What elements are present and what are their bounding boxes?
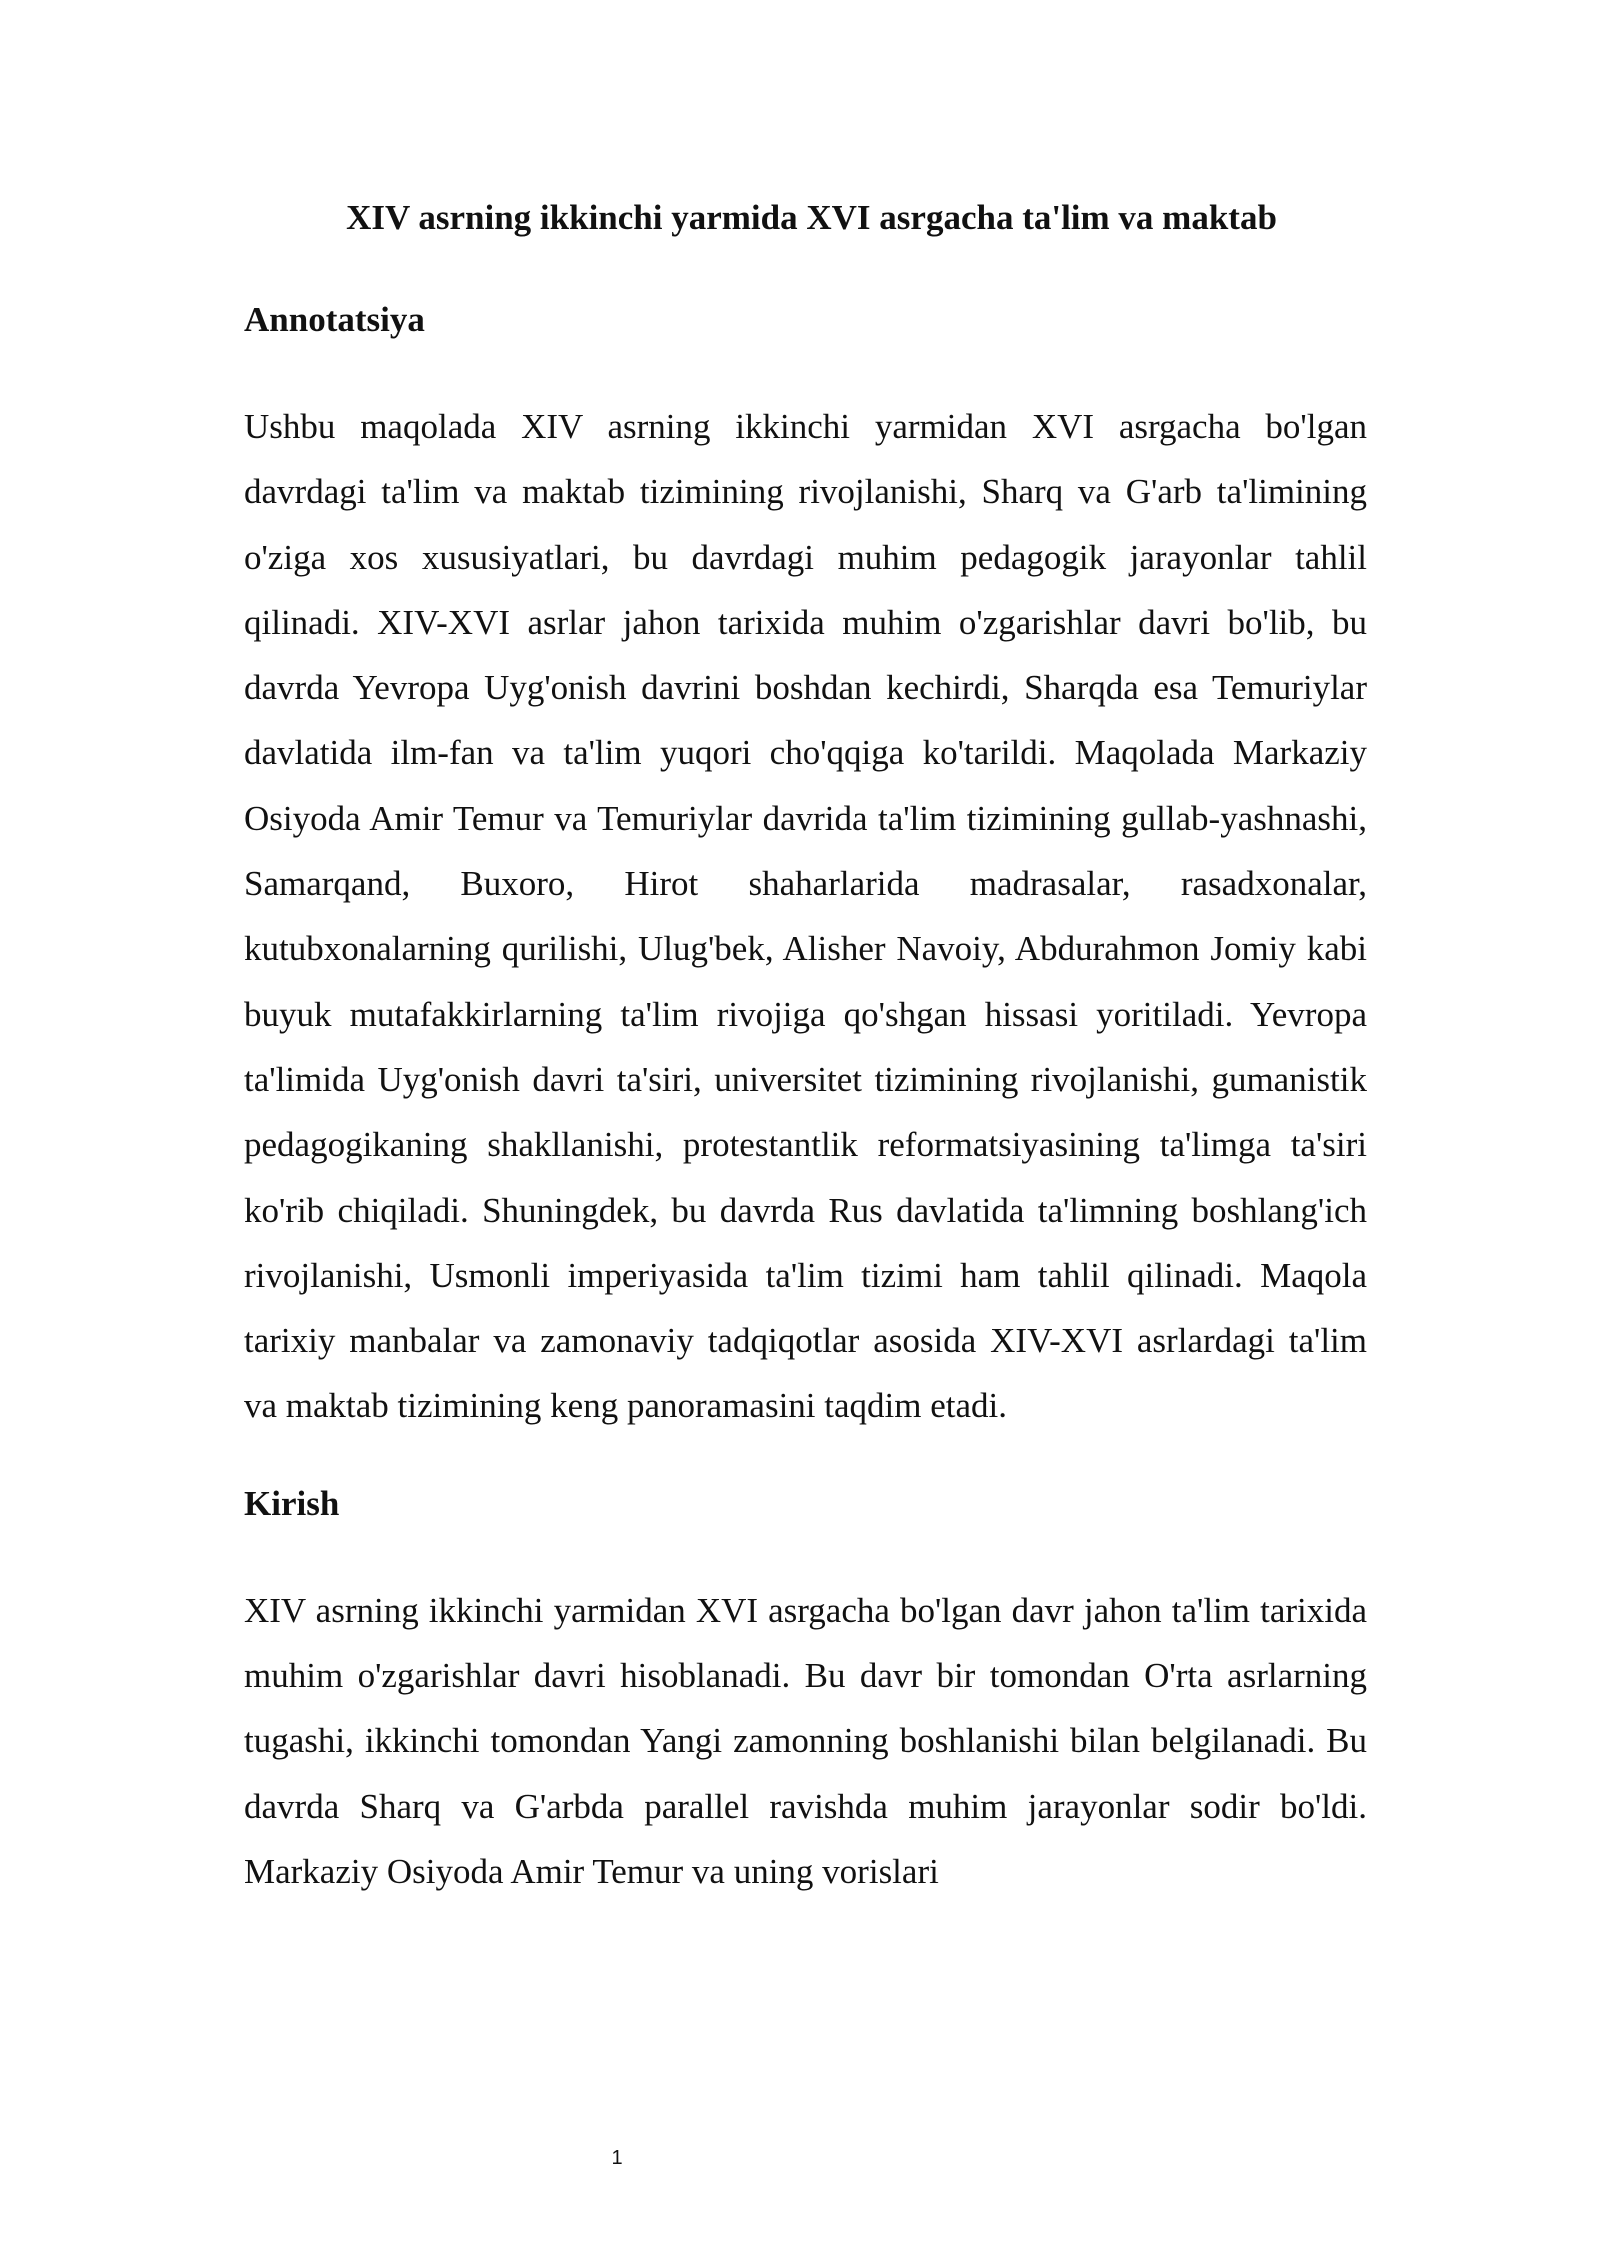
section-heading-annotatsiya: Annotatsiya bbox=[244, 300, 425, 339]
section-introduction bbox=[244, 1476, 1367, 1904]
section-heading-kirish: Kirish bbox=[244, 1483, 340, 1523]
annotation-paragraph: Ushbu maqolada XIV asrning ikkinchi yarmidan XVI asrgacha bo'lgan davrdagi ta'lim va maktab tizimining rivojlanishi, Sharq va G'arb ta'limining o'ziga xos xususiyatlari, bu davrdagi muhim pedagogik jarayonlar tahlil qilinadi. XIV-XVI asrlar jahon tarixida muhim o'zgarishlar davri bo'lib, bu davrda Yevropa Uyg'onish davrini boshdan kechirdi, Sharqda esa Temuriylar davlatida ilm-fan va ta'lim yuqori cho'qqiga ko'tarildi. Maqolada Markaziy Osiyoda Amir Temur va Temuriylar davrida ta'lim tizimining gullab-yashnashi, Samarqand, Buxoro, Hirot shaharlarida madrasalar, rasadxonalar, kutubxonalarning qurilishi, Ulug'bek, Alisher Navoiy, Abdurahmon Jomiy kabi buyuk mutafakkirlarning ta'lim rivojiga qo'shgan hissasi yoritiladi. Yevropa ta'limida Uyg'onish davri ta'siri, universitet tizimining rivojlanishi, gumanistik pedagogikaning shakllanishi, protestantlik reformatsiyasining ta'limga ta'siri ko'rib chiqiladi. Shuningdek, bu davrda Rus davlatida ta'limning boshlang'ich rivojlanishi, Usmonli imperiyasida ta'lim tizimi ham tahlil qilinadi. Maqola tarixiy manbalar va zamonaviy tadqiqotlar asosida XIV-XVI asrlardagi ta'lim va maktab tizimining keng panoramasini taqdim etadi. bbox=[244, 407, 1367, 1426]
section-annotation bbox=[244, 292, 1367, 1439]
introduction-paragraph: XIV asrning ikkinchi yarmidan XVI asrgacha bo'lgan davr jahon ta'lim tarixida muhim o'zgarishlar davri hisoblanadi. Bu davr bir tomondan O'rta asrlarning tugashi, ikkinchi tomondan Yangi zamonning boshlanishi bilan belgilanadi. Bu davrda Sharq va G'arbda parallel ravishda muhim jarayonlar sodir bo'ldi. Markaziy Osiyoda Amir Temur va uning vorislari bbox=[244, 1590, 1367, 1891]
page-number: 1 bbox=[611, 2147, 623, 2169]
page-content bbox=[244, 190, 1367, 1941]
document-title: XIV asrning ikkinchi yarmida XVI asrgacha ta'lim va maktab bbox=[346, 198, 1277, 237]
